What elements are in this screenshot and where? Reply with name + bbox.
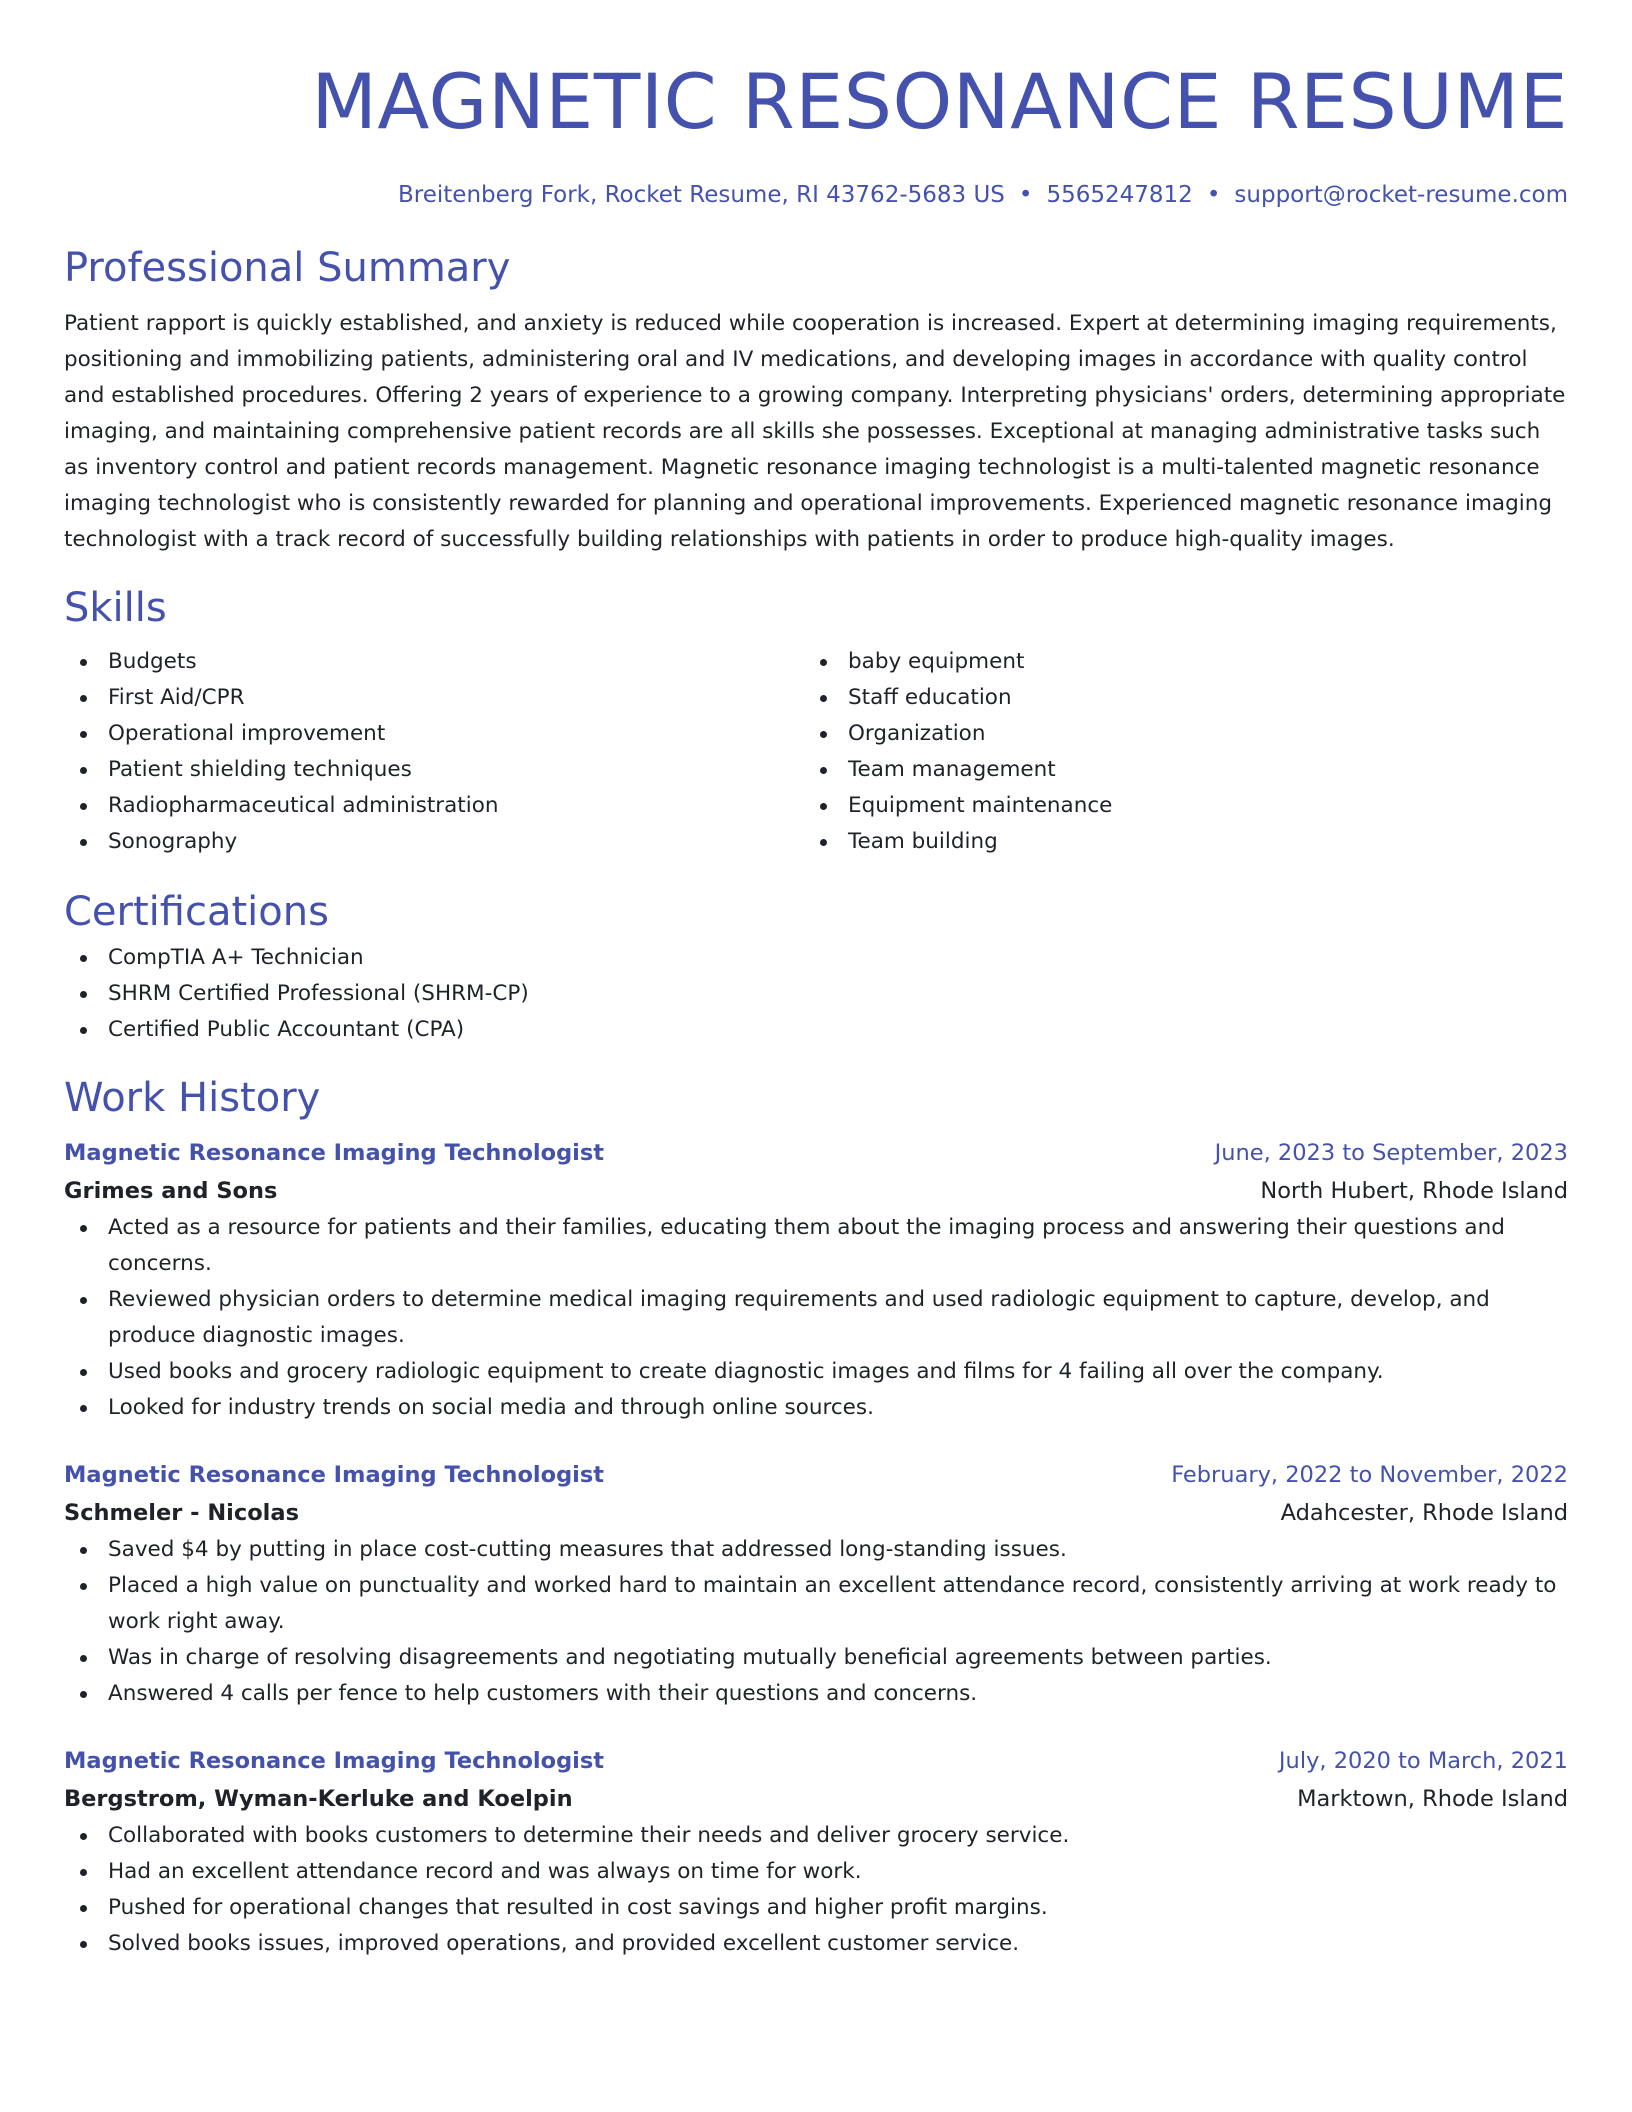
skill-item: Equipment maintenance bbox=[804, 788, 1544, 824]
resume-name: MAGNETIC RESONANCE RESUME bbox=[311, 57, 1568, 146]
certification-item: CompTIA A+ Technician bbox=[64, 940, 1568, 976]
skill-item: Operational improvement bbox=[64, 716, 804, 752]
job-header-row bbox=[64, 1742, 1568, 1780]
section-title-certifications: Certifications bbox=[64, 889, 329, 935]
job-bullet: Placed a high value on punctuality and worked hard to maintain an excellent attendance record, consistently arriving at work ready to work right away. bbox=[64, 1568, 1568, 1640]
job-bullet: Solved books issues, improved operations, and provided excellent customer service. bbox=[64, 1926, 1568, 1962]
job-location: Marktown, Rhode Island bbox=[1297, 1786, 1568, 1812]
job-dates: July, 2020 to March, 2021 bbox=[1278, 1748, 1568, 1774]
contact-address: Breitenberg Fork, Rocket Resume, RI 43762-5683 US bbox=[398, 182, 1005, 208]
job-location: North Hubert, Rhode Island bbox=[1260, 1178, 1568, 1204]
job-entry bbox=[64, 1742, 1568, 1962]
skill-item: Patient shielding techniques bbox=[64, 752, 804, 788]
section-title-work-history: Work History bbox=[64, 1075, 321, 1121]
section-title-skills: Skills bbox=[64, 585, 167, 631]
contact-email[interactable]: support@rocket-resume.com bbox=[1234, 182, 1568, 208]
job-bullet: Collaborated with books customers to determine their needs and deliver grocery service. bbox=[64, 1818, 1568, 1854]
job-bullets bbox=[64, 1532, 1568, 1712]
job-bullet: Answered 4 calls per fence to help customers with their questions and concerns. bbox=[64, 1676, 1568, 1712]
job-header-row bbox=[64, 1456, 1568, 1494]
skill-item: Sonography bbox=[64, 824, 804, 860]
contact-line bbox=[64, 180, 1568, 210]
skill-item: Team management bbox=[804, 752, 1544, 788]
job-bullet: Was in charge of resolving disagreements and negotiating mutually beneficial agreements between parties. bbox=[64, 1640, 1568, 1676]
job-company: Bergstrom, Wyman-Kerluke and Koelpin bbox=[64, 1786, 573, 1812]
skills-list-right bbox=[804, 644, 1544, 860]
job-location: Adahcester, Rhode Island bbox=[1280, 1500, 1568, 1526]
job-company-row bbox=[64, 1172, 1568, 1210]
skills-column-right bbox=[804, 644, 1544, 860]
job-company: Grimes and Sons bbox=[64, 1178, 278, 1204]
job-bullets bbox=[64, 1210, 1568, 1426]
skills-list-left bbox=[64, 644, 804, 860]
skill-item: Organization bbox=[804, 716, 1544, 752]
job-bullet: Used books and grocery radiologic equipment to create diagnostic images and films for 4 failing all over the company. bbox=[64, 1354, 1568, 1390]
job-dates: June, 2023 to September, 2023 bbox=[1214, 1140, 1568, 1166]
job-dates: February, 2022 to November, 2022 bbox=[1171, 1462, 1568, 1488]
contact-separator: • bbox=[1206, 182, 1221, 208]
job-bullet: Acted as a resource for patients and their families, educating them about the imaging process and answering their questions and concerns. bbox=[64, 1210, 1568, 1282]
skill-item: Budgets bbox=[64, 644, 804, 680]
contact-phone: 5565247812 bbox=[1046, 182, 1193, 208]
skill-item: baby equipment bbox=[804, 644, 1544, 680]
certification-item: Certified Public Accountant (CPA) bbox=[64, 1012, 1568, 1048]
job-title: Magnetic Resonance Imaging Technologist bbox=[64, 1462, 605, 1488]
section-title-summary: Professional Summary bbox=[64, 245, 511, 291]
certifications-list bbox=[64, 940, 1568, 1048]
job-company-row bbox=[64, 1494, 1568, 1532]
job-bullet: Looked for industry trends on social media and through online sources. bbox=[64, 1390, 1568, 1426]
job-bullet: Reviewed physician orders to determine medical imaging requirements and used radiologic equipment to capture, develop, and produce diagnostic images. bbox=[64, 1282, 1568, 1354]
skill-item: Staff education bbox=[804, 680, 1544, 716]
contact-separator: • bbox=[1018, 182, 1033, 208]
skill-item: Team building bbox=[804, 824, 1544, 860]
skill-item: First Aid/CPR bbox=[64, 680, 804, 716]
skills-grid bbox=[64, 644, 1568, 860]
skills-column-left bbox=[64, 644, 804, 860]
summary-text: Patient rapport is quickly established, and anxiety is reduced while cooperation is increased. Expert at determining imaging requirements, positioning and immobilizing patients, administering oral and IV medications, and developing images in accordance with quality control and established procedures. Offering 2 years of experience to a growing company. Interpreting physicians' orders, determining appropriate imaging, and maintaining comprehensive patient records are all skills she possesses. Exceptional at managing administrative tasks such as inventory control and patient records management. Magnetic resonance imaging technologist is a multi-talented magnetic resonance imaging technologist who is consistently rewarded for planning and operational improvements. Experienced magnetic resonance imaging technologist with a track record of successfully building relationships with patients in order to produce high-quality images. bbox=[64, 311, 1566, 552]
job-title: Magnetic Resonance Imaging Technologist bbox=[64, 1748, 605, 1774]
job-company-row bbox=[64, 1780, 1568, 1818]
job-header-row bbox=[64, 1134, 1568, 1172]
job-bullet: Pushed for operational changes that resulted in cost savings and higher profit margins. bbox=[64, 1890, 1568, 1926]
resume-header bbox=[64, 52, 1568, 210]
job-entry bbox=[64, 1134, 1568, 1426]
job-entry bbox=[64, 1456, 1568, 1712]
job-bullet: Had an excellent attendance record and was always on time for work. bbox=[64, 1854, 1568, 1890]
job-bullet: Saved $4 by putting in place cost-cutting measures that addressed long-standing issues. bbox=[64, 1532, 1568, 1568]
job-company: Schmeler - Nicolas bbox=[64, 1500, 299, 1526]
job-bullets bbox=[64, 1818, 1568, 1962]
certification-item: SHRM Certified Professional (SHRM-CP) bbox=[64, 976, 1568, 1012]
job-title: Magnetic Resonance Imaging Technologist bbox=[64, 1140, 605, 1166]
skill-item: Radiopharmaceutical administration bbox=[64, 788, 804, 824]
